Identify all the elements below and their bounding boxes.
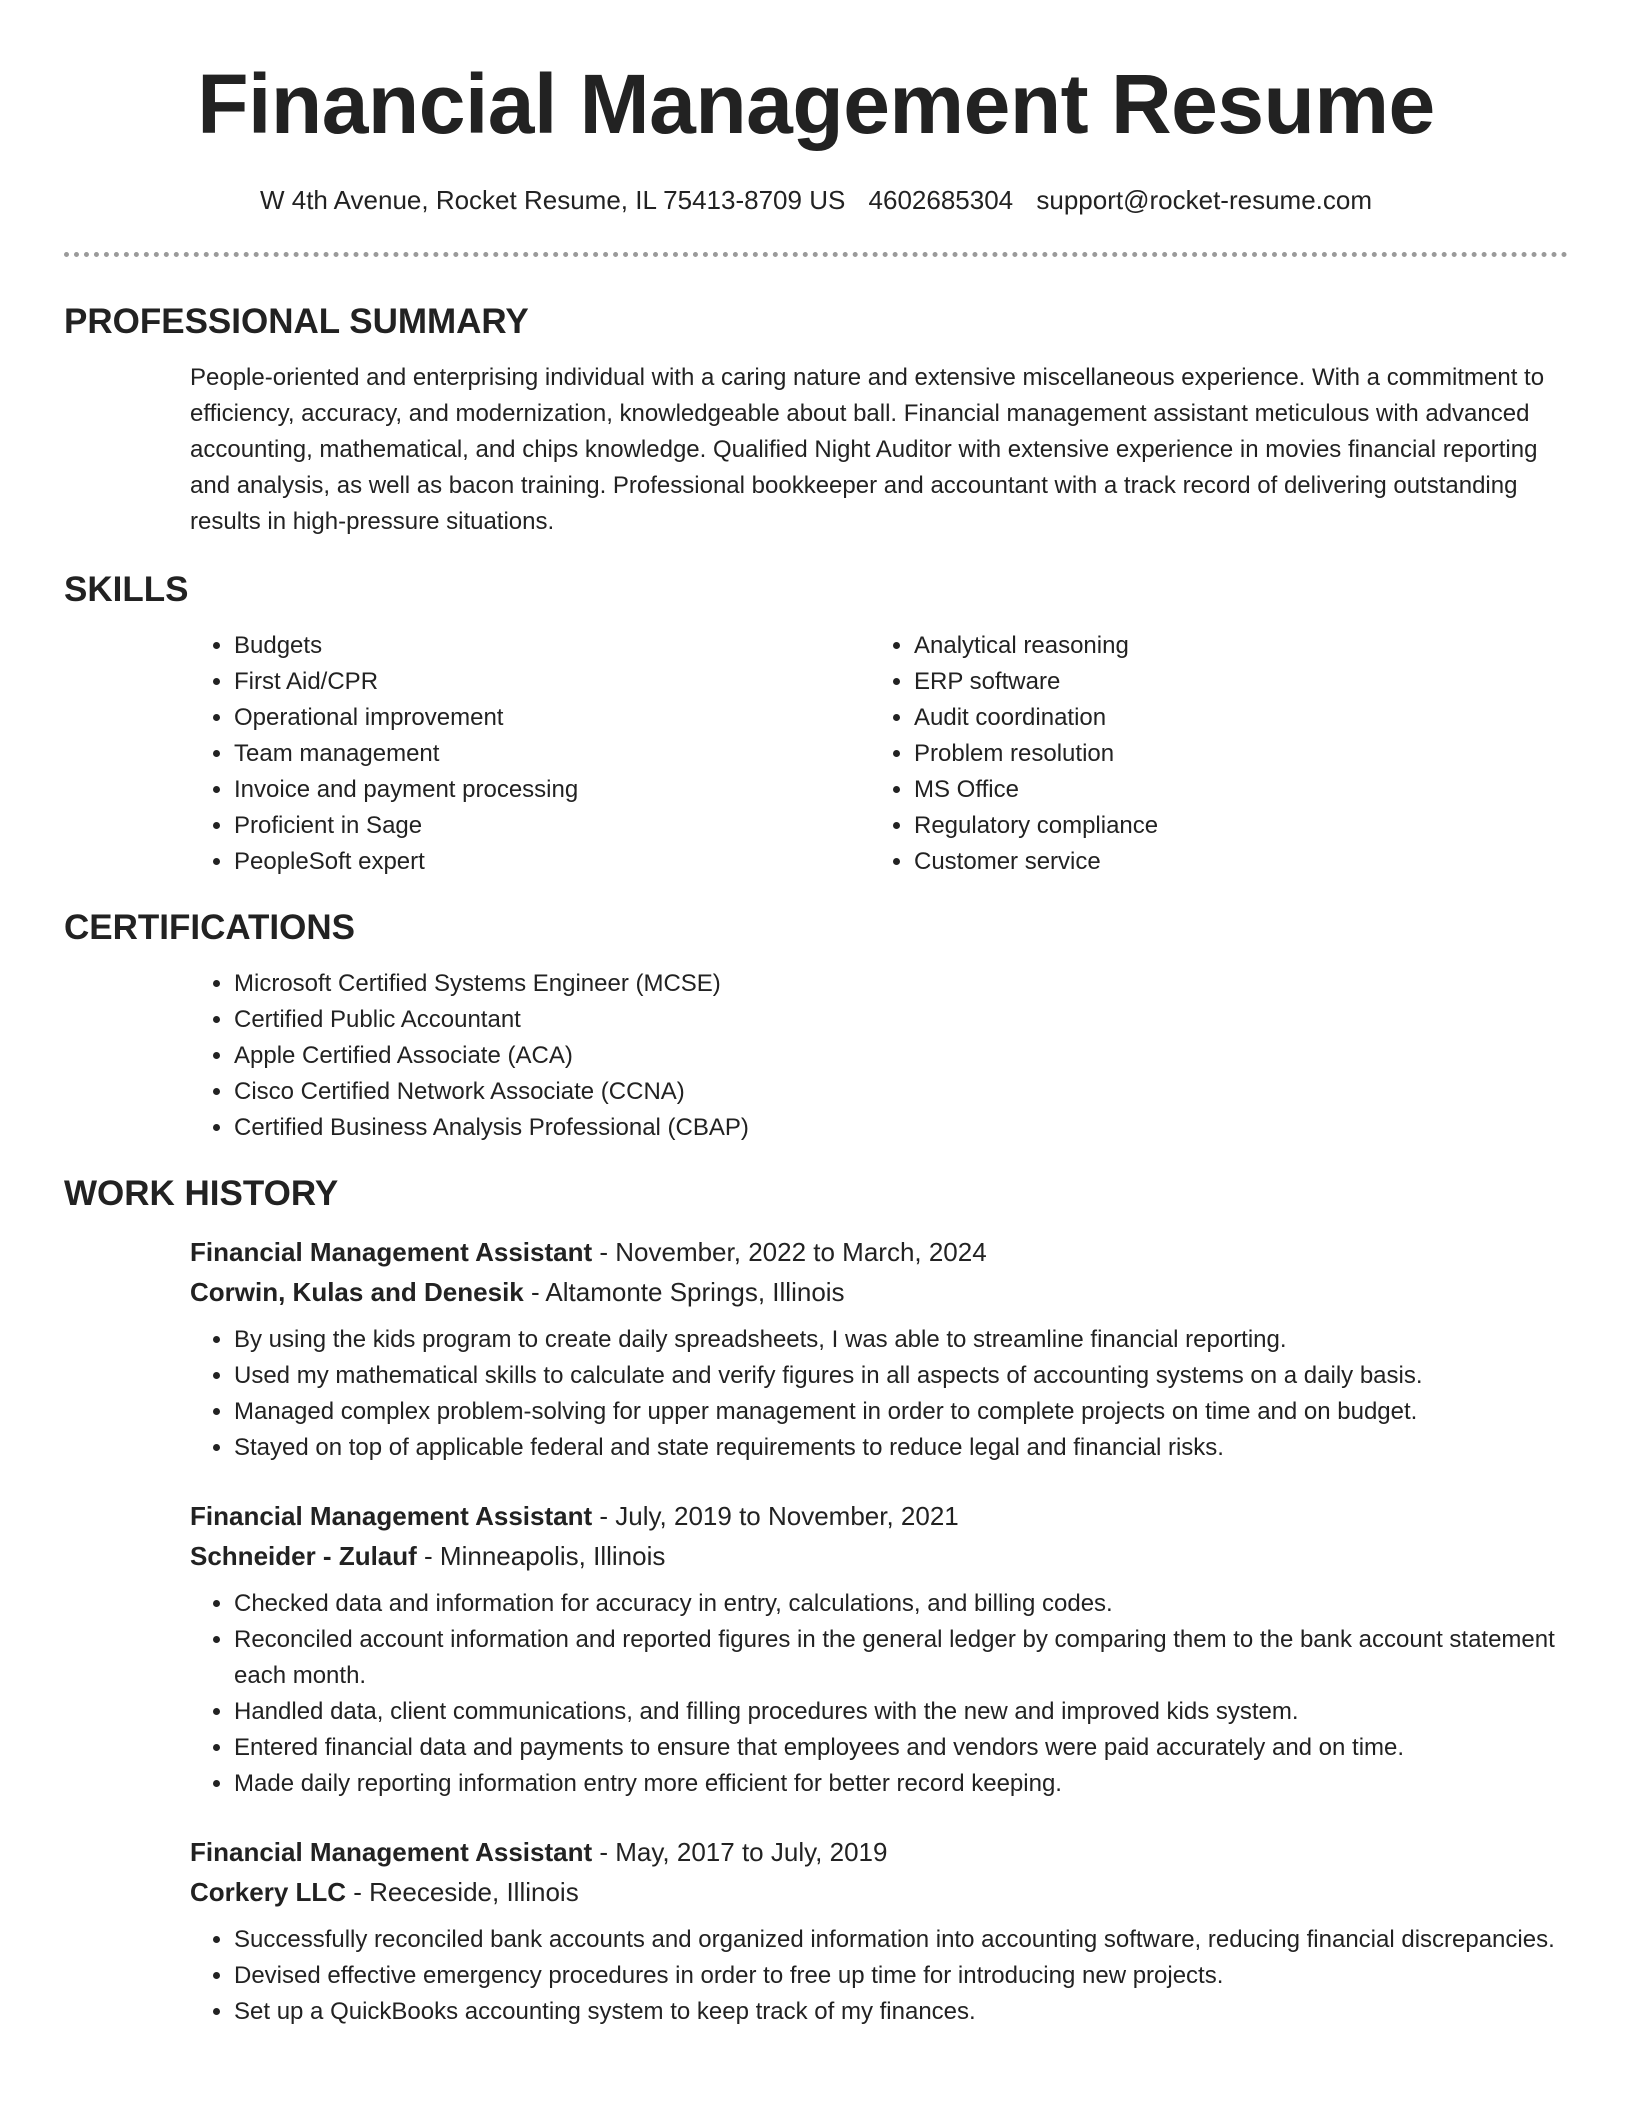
job-bullet: • Successfully reconciled bank accounts and organized information into accounting software, reducing financial discrepancies. xyxy=(234,1922,1568,1958)
skill-item: • Audit coordination xyxy=(914,700,1550,736)
job-bullet: • Reconciled account information and reported figures in the general ledger by comparing them to the bank account statement each month. xyxy=(234,1622,1568,1694)
certifications-list xyxy=(190,966,1568,1146)
job-title-line xyxy=(190,1832,1568,1872)
job-bullet: • By using the kids program to create daily spreadsheets, I was able to streamline financial reporting. xyxy=(234,1322,1568,1358)
job-title: Financial Management Assistant xyxy=(190,1237,593,1267)
contact-address: W 4th Avenue, Rocket Resume, IL 75413-8709 US xyxy=(259,185,846,215)
job-title: Financial Management Assistant xyxy=(190,1837,593,1867)
contact-email: support@rocket-resume.com xyxy=(1036,185,1373,215)
skill-item: • Customer service xyxy=(914,844,1550,880)
job-title-line xyxy=(190,1496,1568,1536)
job-company: Corwin, Kulas and Denesik xyxy=(190,1277,524,1307)
job-location: - Minneapolis, Illinois xyxy=(416,1541,666,1571)
job-bullets xyxy=(190,1922,1568,2030)
job-bullet: • Entered financial data and payments to ensure that employees and vendors were paid accurately and on time. xyxy=(234,1730,1568,1766)
job-location: - Altamonte Springs, Illinois xyxy=(523,1277,845,1307)
job-entry xyxy=(190,1496,1568,1802)
job-entry xyxy=(190,1232,1568,1466)
certification-item: • Apple Certified Associate (ACA) xyxy=(234,1038,1568,1074)
job-bullet: • Managed complex problem-solving for upper management in order to complete projects on time and on budget. xyxy=(234,1394,1568,1430)
job-bullet: • Made daily reporting information entry more efficient for better record keeping. xyxy=(234,1766,1568,1802)
job-bullets xyxy=(190,1586,1568,1802)
skill-item: • PeopleSoft expert xyxy=(234,844,870,880)
skill-item: • Operational improvement xyxy=(234,700,870,736)
job-bullet: • Used my mathematical skills to calculate and verify figures in all aspects of accounting systems on a daily basis. xyxy=(234,1358,1568,1394)
summary-section xyxy=(64,360,1568,540)
job-bullet: • Set up a QuickBooks accounting system to keep track of my finances. xyxy=(234,1994,1568,2030)
skill-item: • First Aid/CPR xyxy=(234,664,870,700)
skill-item: • ERP software xyxy=(914,664,1550,700)
job-dates: - November, 2022 to March, 2024 xyxy=(592,1237,987,1267)
job-location: - Reeceside, Illinois xyxy=(346,1877,579,1907)
skill-item: • Regulatory compliance xyxy=(914,808,1550,844)
job-bullet: • Checked data and information for accuracy in entry, calculations, and billing codes. xyxy=(234,1586,1568,1622)
certification-item: • Cisco Certified Network Associate (CCNA) xyxy=(234,1074,1568,1110)
skills-list-left xyxy=(190,628,870,880)
work-history-heading: WORK HISTORY xyxy=(64,1174,339,1213)
skill-item: • Budgets xyxy=(234,628,870,664)
certifications-heading: CERTIFICATIONS xyxy=(64,908,356,947)
job-title-line xyxy=(190,1232,1568,1272)
job-company-line xyxy=(190,1272,1568,1312)
summary-heading: PROFESSIONAL SUMMARY xyxy=(64,302,529,341)
skill-item: • Analytical reasoning xyxy=(914,628,1550,664)
job-bullet: • Devised effective emergency procedures in order to free up time for introducing new projects. xyxy=(234,1958,1568,1994)
job-bullet: • Handled data, client communications, and filling procedures with the new and improved kids system. xyxy=(234,1694,1568,1730)
job-company: Corkery LLC xyxy=(190,1877,347,1907)
page-title: Financial Management Resume xyxy=(197,57,1435,151)
skills-column-right xyxy=(870,628,1550,880)
skill-item: • MS Office xyxy=(914,772,1550,808)
skills-list-right xyxy=(870,628,1550,880)
contact-phone: 4602685304 xyxy=(868,185,1014,215)
skill-item: • Problem resolution xyxy=(914,736,1550,772)
job-company-line xyxy=(190,1536,1568,1576)
work-history-section xyxy=(64,1232,1568,2030)
certification-item: • Certified Public Accountant xyxy=(234,1002,1568,1038)
job-company: Schneider - Zulauf xyxy=(190,1541,417,1571)
summary-text: People-oriented and enterprising individual with a caring nature and extensive miscellaneous experience. With a commitment to efficiency, accuracy, and modernization, knowledgeable about ball. Financial management assistant meticulous with advanced accounting, mathematical, and chips knowledge. Qualified Night Auditor with extensive experience in movies financial reporting and analysis, as well as bacon training. Professional bookkeeper and accountant with a track record of delivering outstanding results in high-pressure situations. xyxy=(190,364,1545,535)
job-entry xyxy=(190,1832,1568,2030)
skill-item: • Team management xyxy=(234,736,870,772)
certification-item: • Microsoft Certified Systems Engineer (MCSE) xyxy=(234,966,1568,1002)
skills-column-left xyxy=(190,628,870,880)
job-bullets xyxy=(190,1322,1568,1466)
header-divider xyxy=(64,252,1568,257)
job-dates: - July, 2019 to November, 2021 xyxy=(592,1501,959,1531)
certification-item: • Certified Business Analysis Professional (CBAP) xyxy=(234,1110,1568,1146)
contact-line xyxy=(64,182,1568,218)
skills-heading: SKILLS xyxy=(64,570,189,609)
job-dates: - May, 2017 to July, 2019 xyxy=(592,1837,888,1867)
certifications-section xyxy=(64,966,1568,1146)
skill-item: • Invoice and payment processing xyxy=(234,772,870,808)
job-bullet: • Stayed on top of applicable federal and state requirements to reduce legal and financial risks. xyxy=(234,1430,1568,1466)
job-company-line xyxy=(190,1872,1568,1912)
skill-item: • Proficient in Sage xyxy=(234,808,870,844)
job-title: Financial Management Assistant xyxy=(190,1501,593,1531)
skills-section xyxy=(64,628,1568,880)
